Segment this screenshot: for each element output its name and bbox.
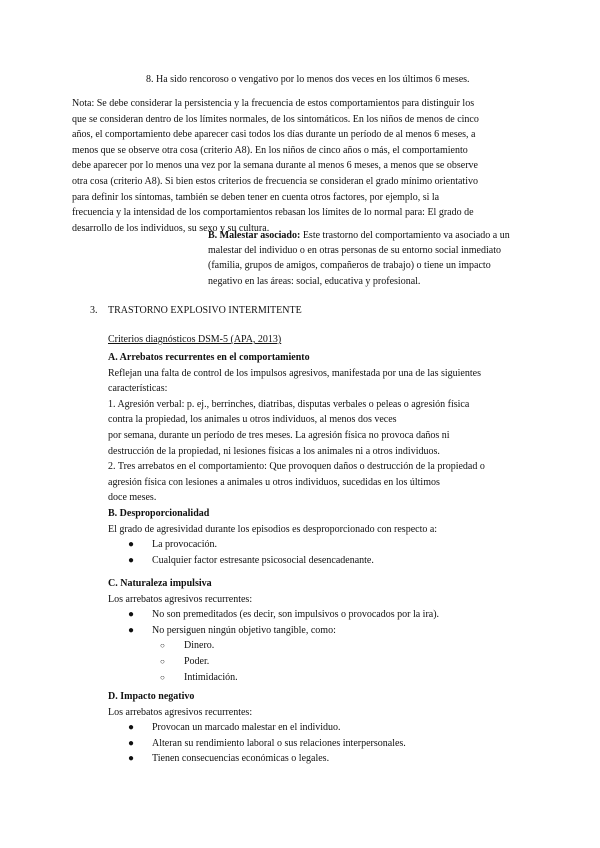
heading-title: TRASTORNO EXPLOSIVO INTERMITENTE <box>108 305 302 316</box>
circle-bullet-icon: ○ <box>160 641 165 651</box>
criterion-item-8: 8. Ha sido rencoroso o vengativo por lo menos dos veces en los últimos 6 meses. <box>146 74 470 85</box>
note-line: Nota: Se debe considerar la persistencia y la frecuencia de estos comportamientos para distinguir los <box>72 98 475 109</box>
list-item-text: No son premeditados (es decir, son impulsivos o provocados por la ira). <box>152 609 440 621</box>
note-line: desarrollo de los individuos, su sexo y su cultura. <box>72 222 270 234</box>
sub-list-item <box>160 654 252 670</box>
note-line: años, el comportamiento debe aparecer casi todos los días durante un período de al menos 6 meses, a <box>72 129 476 141</box>
malestar-line: negativo en las áreas: social, educativa y profesional. <box>208 275 421 287</box>
section-a-title: A. Arrebatos recurrentes en el comportamiento <box>108 352 310 363</box>
sub-list-item <box>160 670 252 686</box>
heading-number: 3. <box>90 305 98 316</box>
malestar-line: (familia, grupos de amigos, compañeros de trabajo) o tiene un impacto <box>208 260 491 272</box>
section-c <box>108 576 440 685</box>
sub-list-item-text: Intimidación. <box>184 671 238 683</box>
sub-list-item <box>160 638 252 654</box>
list-item-text: Alteran su rendimiento laboral o sus relaciones interpersonales. <box>152 737 406 749</box>
section-d-intro: Los arrebatos agresivos recurrentes: <box>108 706 253 718</box>
section-c-title: C. Naturaleza impulsiva <box>108 578 212 589</box>
section-a-line: destrucción de la propiedad, ni lesiones físicas a los animales ni a otros individuos. <box>108 445 440 457</box>
note-line: otra cosa (criterio A8). Si bien estos criterios de frecuencia se consideran el grado mínimo orientativo <box>72 175 478 187</box>
section-b-title: B. Desproporcionalidad <box>108 508 210 519</box>
bullet-icon: ● <box>128 554 135 566</box>
section-a-line: agresión física con lesiones a animales u otros individuos, sucedidas en los últimos <box>108 476 440 488</box>
note-line: frecuencia y la intensidad de los comportamientos rebasan los límites de lo normal para: El grado de <box>72 207 474 219</box>
list-item <box>128 751 330 767</box>
section-a-line: doce meses. <box>108 492 157 504</box>
section-d-title: D. Impacto negativo <box>108 691 195 702</box>
criteria-title: Criterios diagnósticos DSM-5 (APA, 2013) <box>108 334 282 345</box>
list-item-text: Tienen consecuencias económicas o legales. <box>152 753 330 765</box>
section-a-line: contra la propiedad, los animales u otros individuos, al menos dos veces <box>108 414 397 426</box>
section-heading <box>90 303 302 319</box>
list-item-text: Provocan un marcado malestar en el individuo. <box>152 722 341 734</box>
circle-bullet-icon: ○ <box>160 656 165 666</box>
list-item-text: Cualquier factor estresante psicosocial desencadenante. <box>152 554 374 566</box>
section-a-line: 1. Agresión verbal: p. ej., berrinches, diatribas, disputas verbales o peleas o agresión física <box>108 398 470 410</box>
sub-list-item-text: Poder. <box>184 655 210 667</box>
section-b <box>108 506 437 568</box>
malestar-first-rest: Este trastorno del comportamiento va asociado a un <box>300 230 510 241</box>
note-line: para definir los síntomas, también se deben tener en cuenta otros factores, por ejemplo, si la <box>72 191 440 203</box>
bullet-icon: ● <box>128 722 135 734</box>
list-item <box>128 623 336 639</box>
malestar-paragraph <box>208 228 510 289</box>
section-c-intro: Los arrebatos agresivos recurrentes: <box>108 593 253 605</box>
malestar-first-line <box>208 228 510 243</box>
bullet-icon: ● <box>128 753 135 765</box>
list-item <box>128 720 341 736</box>
list-item-text: No persiguen ningún objetivo tangible, como: <box>152 624 336 636</box>
bullet-icon: ● <box>128 737 135 749</box>
sub-list-item-text: Dinero. <box>184 640 215 652</box>
note-line: debe aparecer por lo menos una vez por la semana durante al menos 6 meses, a menos que se observe <box>72 160 478 172</box>
note-line: que se consideran dentro de los límites normales, de los sintomáticos. En los niños de menos de cinco <box>72 113 479 125</box>
list-item <box>128 537 437 553</box>
note-paragraph <box>72 96 479 236</box>
list-item <box>128 553 437 569</box>
list-item <box>128 607 440 623</box>
bullet-icon: ● <box>128 624 135 636</box>
section-b-intro: El grado de agresividad durante los episodios es desproporcionado con respecto a: <box>108 523 438 535</box>
section-a-line: 2. Tres arrebatos en el comportamiento: Que provoquen daños o destrucción de la propiedad o <box>108 461 485 473</box>
malestar-title: B. Malestar asociado: <box>208 230 301 241</box>
list-item <box>128 736 406 752</box>
bullet-icon: ● <box>128 609 135 621</box>
list-item-text: La provocación. <box>152 539 217 551</box>
circle-bullet-icon: ○ <box>160 672 165 682</box>
section-a-line: por semana, durante un período de tres meses. La agresión física no provoca daños ni <box>108 429 450 441</box>
section-a-line: características: <box>108 383 168 395</box>
note-line: menos que se observe otra cosa (criterio A8). En los niños de cinco años o más, el comportamiento <box>72 144 468 156</box>
bullet-icon: ● <box>128 539 135 551</box>
section-a-line: Reflejan una falta de control de los impulsos agresivos, manifestada por una de las siguientes <box>108 367 481 379</box>
malestar-line: malestar del individuo o en otras personas de su entorno social inmediato <box>208 245 501 257</box>
section-d <box>108 689 406 767</box>
section-a <box>108 350 485 506</box>
